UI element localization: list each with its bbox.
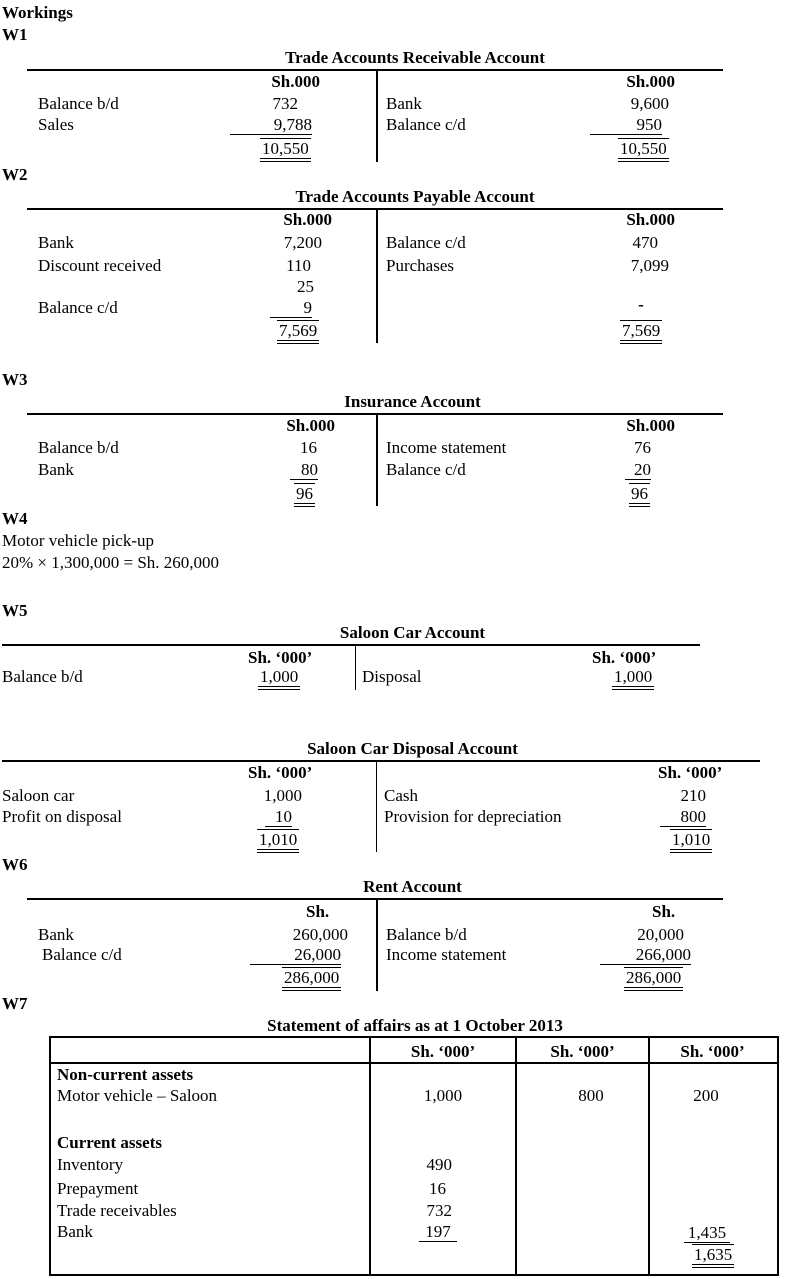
w7-nca-col3: 200 (693, 1086, 719, 1105)
w6-dr-head: Sh. (306, 902, 330, 921)
w7-ca-amount: 732 (426, 1201, 452, 1220)
w2-account-title: Trade Accounts Payable Account (295, 187, 535, 206)
w7-nca-col2: 800 (578, 1086, 604, 1105)
w4-line1: Motor vehicle pick-up (2, 531, 155, 550)
w5-saloon-center-rule (355, 645, 356, 690)
w3-dr-amount: 80 (290, 461, 318, 480)
w3-top-rule (27, 413, 723, 415)
w5-disposal-cr-amount: 210 (680, 786, 706, 805)
w5-saloon-title: Saloon Car Account (339, 623, 486, 642)
w2-cr-label: Purchases (386, 256, 454, 275)
w7-statement-title: Statement of affairs as at 1 October 2013 (267, 1016, 563, 1035)
w7-col-divider (648, 1038, 650, 1274)
w5-disposal-center-rule (376, 761, 377, 852)
w6-dr-total: 286,000 (282, 967, 341, 991)
w1-cr-label: Bank (386, 94, 422, 113)
w7-ca-amount: 16 (429, 1179, 446, 1198)
w3-center-rule (376, 414, 378, 506)
w3-dr-head: Sh.000 (286, 416, 335, 435)
w7-col-head: Sh. ‘000’ (550, 1042, 615, 1061)
w2-cr-amount: 7,099 (630, 256, 669, 275)
w7-col-divider (369, 1038, 371, 1274)
w1-cr-head: Sh.000 (626, 72, 675, 91)
w2-cr-head: Sh.000 (626, 210, 675, 229)
w3-label: W3 (2, 370, 28, 389)
w2-dr-head: Sh.000 (283, 210, 332, 229)
w2-dr-amount: 25 (297, 277, 314, 296)
w2-cr-dash: - (638, 295, 644, 314)
w3-cr-total: 96 (629, 483, 650, 507)
w3-dr-amount: 16 (300, 438, 317, 457)
w3-account-title: Insurance Account (344, 392, 481, 411)
w1-cr-total: 10,550 (618, 138, 669, 162)
w5-disposal-dr-label: Saloon car (2, 786, 75, 805)
w5-disposal-cr-amount: 800 (660, 808, 706, 827)
w5-saloon-dr-head: Sh. ‘000’ (248, 648, 313, 667)
w5-disposal-cr-label: Cash (384, 786, 418, 805)
w6-top-rule (27, 898, 723, 900)
w2-center-rule (376, 209, 378, 343)
w7-ca-amount: 490 (426, 1155, 452, 1174)
w1-cr-label: Balance c/d (386, 115, 466, 134)
w2-dr-label: Balance c/d (38, 298, 118, 317)
w6-dr-amount: 26,000 (250, 946, 341, 965)
w2-dr-amount: 9 (270, 299, 312, 318)
w4-label: W4 (2, 509, 28, 528)
w1-dr-label: Sales (38, 115, 74, 134)
w2-dr-total: 7,569 (277, 320, 319, 344)
w2-cr-label: Balance c/d (386, 233, 466, 252)
w6-cr-label: Income statement (386, 945, 507, 964)
w1-cr-amount: 950 (590, 116, 662, 135)
w5-disposal-dr-amount: 1,000 (263, 786, 302, 805)
workings-title: Workings (2, 3, 73, 22)
w1-center-rule (376, 70, 378, 162)
w2-dr-amount: 7,200 (283, 233, 322, 252)
w1-cr-amount: 9,600 (630, 94, 669, 113)
w5-disposal-top-rule (2, 760, 760, 762)
w5-saloon-dr-amount: 1,000 (258, 667, 300, 690)
w3-dr-label: Balance b/d (38, 438, 119, 457)
w7-nca-col1: 1,000 (423, 1086, 463, 1105)
w3-cr-amount: 76 (634, 438, 651, 457)
w1-dr-total: 10,550 (260, 138, 311, 162)
w6-dr-amount: 260,000 (292, 925, 348, 944)
w6-cr-label: Balance b/d (386, 925, 467, 944)
w1-account-title: Trade Accounts Receivable Account (285, 48, 545, 67)
w7-col-divider (515, 1038, 517, 1274)
w3-cr-label: Income statement (386, 438, 507, 457)
w3-cr-amount: 20 (625, 461, 651, 480)
w6-center-rule (376, 899, 378, 991)
w5-disposal-cr-total: 1,010 (670, 829, 712, 853)
w7-ca-total: 1,435 (684, 1224, 730, 1243)
w1-label: W1 (2, 25, 28, 44)
w5-disposal-title: Saloon Car Disposal Account (307, 739, 518, 758)
w1-dr-amount: 9,788 (230, 116, 312, 135)
w5-disposal-dr-label: Profit on disposal (2, 807, 122, 826)
w1-dr-head: Sh.000 (271, 72, 320, 91)
w7-ca-amount: 197 (419, 1223, 457, 1242)
w7-ca-label: Prepayment (57, 1179, 139, 1198)
w5-disposal-cr-head: Sh. ‘000’ (658, 763, 723, 782)
w3-dr-total: 96 (294, 483, 315, 507)
w1-top-rule (27, 69, 723, 71)
w1-dr-amount: 732 (272, 94, 298, 113)
w7-header-rule (49, 1062, 777, 1064)
w7-grand-total: 1,635 (692, 1244, 734, 1268)
w6-label: W6 (2, 855, 28, 874)
w1-dr-label: Balance b/d (38, 94, 119, 113)
w7-nca-heading: Non-current assets (57, 1065, 194, 1084)
w5-disposal-dr-total: 1,010 (257, 829, 299, 853)
w5-disposal-cr-label: Provision for depreciation (384, 807, 562, 826)
w7-ca-label: Trade receivables (57, 1201, 177, 1220)
w6-dr-label: Bank (38, 925, 74, 944)
w7-col-head: Sh. ‘000’ (410, 1042, 476, 1061)
w5-label: W5 (2, 601, 28, 620)
w7-col-head: Sh. ‘000’ (680, 1042, 745, 1061)
w5-saloon-cr-label: Disposal (362, 667, 422, 686)
w6-dr-label: Balance c/d (42, 945, 122, 964)
w6-cr-amount: 20,000 (637, 925, 684, 944)
w2-label: W2 (2, 165, 28, 184)
w6-cr-head: Sh. (652, 902, 676, 921)
w2-dr-amount: 110 (286, 256, 311, 275)
w2-dr-label: Discount received (38, 256, 162, 275)
w5-saloon-cr-amount: 1,000 (612, 667, 654, 690)
w5-saloon-cr-head: Sh. ‘000’ (592, 648, 657, 667)
w3-cr-label: Balance c/d (386, 460, 466, 479)
w2-top-rule (27, 208, 723, 210)
w7-ca-label: Inventory (57, 1155, 124, 1174)
w6-cr-total: 286,000 (624, 967, 683, 991)
w6-account-title: Rent Account (363, 877, 462, 896)
w7-nca-label: Motor vehicle – Saloon (57, 1086, 218, 1105)
w3-dr-label: Bank (38, 460, 74, 479)
w6-cr-amount: 266,000 (600, 946, 691, 965)
w2-dr-label: Bank (38, 233, 74, 252)
w2-cr-total: 7,569 (620, 320, 662, 344)
w3-cr-head: Sh.000 (626, 416, 675, 435)
w4-line2: 20% × 1,300,000 = Sh. 260,000 (2, 553, 220, 572)
w5-disposal-dr-head: Sh. ‘000’ (248, 763, 313, 782)
w2-cr-amount: 470 (632, 233, 658, 252)
w7-ca-heading: Current assets (57, 1133, 162, 1152)
w7-ca-label: Bank (57, 1222, 93, 1241)
w5-disposal-dr-amount: 10 (265, 808, 292, 827)
w5-saloon-top-rule (2, 644, 700, 646)
w7-label: W7 (2, 994, 28, 1013)
w5-saloon-dr-label: Balance b/d (2, 667, 83, 686)
